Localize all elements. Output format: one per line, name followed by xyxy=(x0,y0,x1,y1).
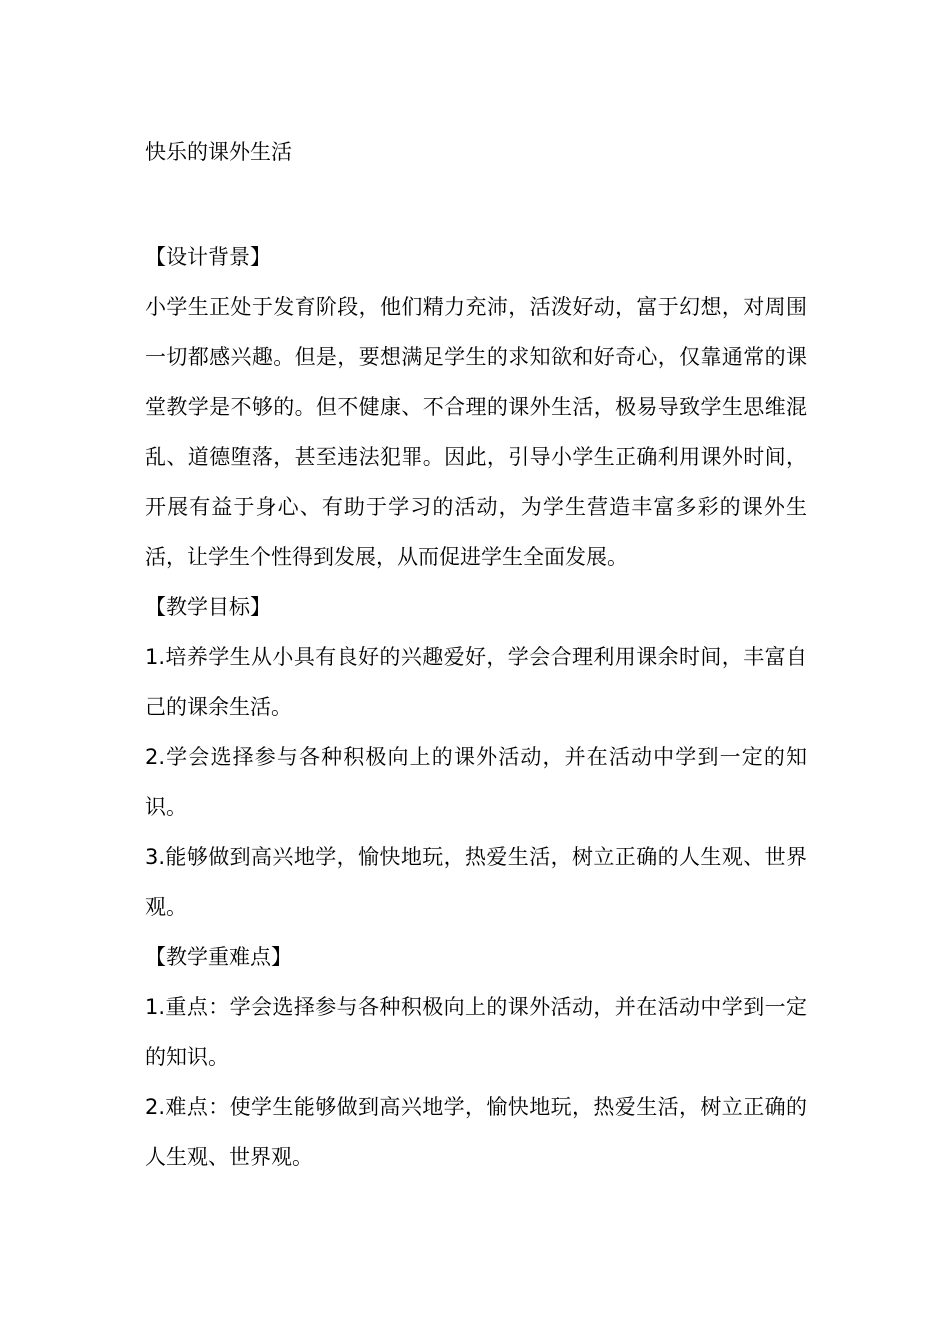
section-heading-goals: 【教学目标】 xyxy=(145,595,271,619)
section-heading-key-points: 【教学重难点】 xyxy=(145,945,292,969)
goal-item: 2.学会选择参与各种积极向上的课外活动，并在活动中学到一定的知识。 xyxy=(145,745,807,819)
background-paragraph: 小学生正处于发育阶段，他们精力充沛，活泼好动，富于幻想，对周围一切都感兴趣。但是，要想满足学生的求知欲和好奇心，仅靠通常的课堂教学是不够的。但不健康、不合理的课外生活，极易导致学生思维混乱、道德堕落，甚至违法犯罪。因此，引导小学生正确利用课外时间，开展有益于身心、有助于学习的活动，为学生营造丰富多彩的课外生活，让学生个性得到发展，从而促进学生全面发展。 xyxy=(145,295,807,569)
goal-item: 3.能够做到高兴地学，愉快地玩，热爱生活，树立正确的人生观、世界观。 xyxy=(145,845,807,919)
document-body xyxy=(145,232,807,1182)
key-point-item: 1.重点：学会选择参与各种积极向上的课外活动，并在活动中学到一定的知识。 xyxy=(145,995,807,1069)
key-point-item: 2.难点：使学生能够做到高兴地学，愉快地玩，热爱生活，树立正确的人生观、世界观。 xyxy=(145,1095,807,1169)
document-title: 快乐的课外生活 xyxy=(145,140,292,164)
goal-item: 1.培养学生从小具有良好的兴趣爱好，学会合理利用课余时间，丰富自己的课余生活。 xyxy=(145,645,807,719)
section-heading-background: 【设计背景】 xyxy=(145,245,271,269)
